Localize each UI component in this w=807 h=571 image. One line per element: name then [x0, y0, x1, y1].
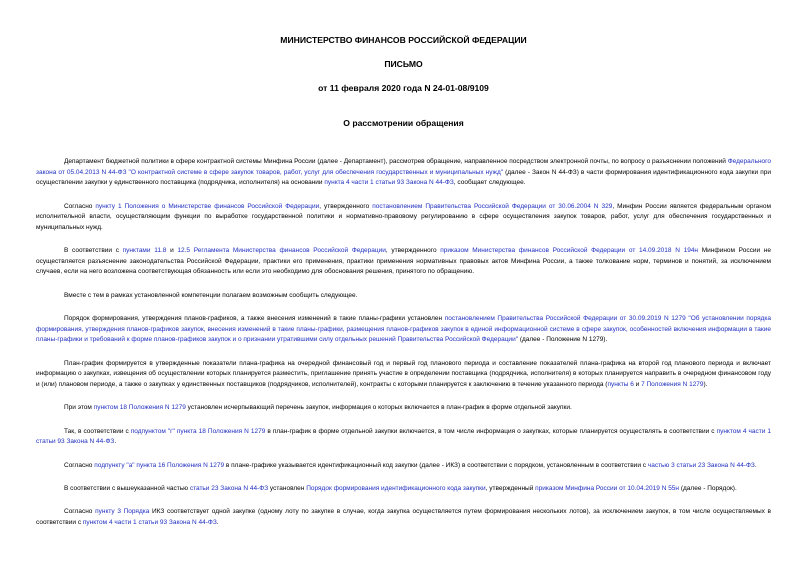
paragraph-7: [36, 403, 771, 414]
link-subitem-g-item-18[interactable]: подпунктом "г" пункта 18 Положения N 1279: [130, 427, 266, 435]
link-procurement-code-procedure[interactable]: Порядок формирования идентификационного кода закупки: [306, 485, 486, 493]
document-type: ПИСЬМО: [384, 59, 423, 69]
link-regulation-1279-item-7[interactable]: 7 Положения N 1279: [641, 380, 704, 388]
link-government-decree-1279[interactable]: постановлением Правительства Российской Федерации от 30.09.2019 N 1279 "Об установлении порядка формирования, утверждения планов-графиков закупок, внесения изменений в такие планы-графики, размещения планов-графиков закупок в единой информационной системе в сфере закупок, особенностей включения информации в такие планы-графики и требований к форме планов-графиков закупок и о признании утратившими силу отдельных решений Правительства Российской Федерации": [36, 315, 771, 344]
text: ).: [703, 380, 708, 388]
link-article-93-part-1-item-4-c[interactable]: пунктом 4 части 1 статьи 93 Закона N 44-ФЗ: [82, 519, 217, 527]
link-federal-law-44fz[interactable]: Федерального закона от 05.04.2013 N 44-ФЗ "О контрактной системе в сфере закупок товаров, работ, услуг для обеспечения государственных и муниципальных нужд": [36, 158, 771, 176]
text: (далее - Положение N 1279).: [518, 336, 608, 344]
text: в план-график в форме отдельной закупки включается, в том числе информация о закупках, которые планируется осуществлять в соответствии с: [265, 427, 717, 435]
paragraph-2: [36, 202, 771, 234]
link-items-6[interactable]: пункты 6: [607, 380, 634, 388]
text: (далее - Закон N 44-ФЗ) в части формирования идентификационного кода закупки при осуществлении закупки у единственного поставщика (подрядчика, исполнителя) на основании: [36, 168, 771, 187]
link-order-55n[interactable]: приказом Минфина России от 10.04.2019 N 55н: [535, 485, 680, 493]
link-ministry-rules-12-5[interactable]: 12.5 Регламента Министерства финансов Российской Федерации: [177, 247, 386, 255]
text: Вместе с тем в рамках установленной компетенции полагаем возможным сообщить следующее.: [64, 291, 358, 299]
link-government-decree-329[interactable]: постановлением Правительства Российской Федерации от 30.06.2004 N 329: [372, 202, 613, 210]
text: (далее - Порядок).: [679, 485, 737, 493]
link-subitem-a-item-16[interactable]: подпункту "а" пункта 16 Положения N 1279: [94, 461, 225, 469]
text: , сообщает следующее.: [453, 179, 526, 187]
paragraph-1: [36, 157, 771, 189]
text: .: [754, 461, 757, 469]
ministry-title: МИНИСТЕРСТВО ФИНАНСОВ РОССИЙСКОЙ ФЕДЕРАЦИИ: [280, 35, 527, 45]
paragraph-3: [36, 246, 771, 278]
text: При этом: [64, 404, 94, 412]
paragraph-11: [36, 507, 771, 528]
paragraph-4: [36, 291, 771, 302]
text: Согласно: [64, 202, 96, 210]
document-date-number: от 11 февраля 2020 года N 24-01-08/9109: [318, 83, 489, 93]
text: и: [633, 380, 642, 388]
paragraph-5: [36, 314, 771, 346]
link-procedure-item-3[interactable]: пункту 3 Порядка: [95, 508, 150, 516]
text: Порядок формирования, утверждения планов-графиков, а также внесения изменений в такие планы-графики установлен: [64, 315, 445, 323]
text: Департамент бюджетной политики в сфере контрактной системы Минфина России (далее - Департамент), рассмотрев обращение, направленное посредством электронной почты, по вопросу о разъяснении положений: [64, 158, 728, 165]
text: установлен: [268, 485, 307, 493]
text: В соответствии с вышеуказанной частью: [64, 485, 190, 493]
text: .: [114, 438, 117, 446]
text: ИКЗ соответствует одной закупке (одному лоту по закупке в случае, когда закупка осуществляется путем формирования нескольких лотов), за исключением закупок, в том числе осуществляемых в соответствии с: [36, 508, 771, 527]
paragraph-8: [36, 427, 771, 448]
text: , утвержденного: [319, 202, 373, 210]
link-order-194n[interactable]: приказом Министерства финансов Российской Федерации от 14.09.2018 N 194н: [440, 247, 699, 255]
text: , утвержденного: [385, 247, 441, 255]
link-items-11-8[interactable]: пунктами 11.8: [122, 247, 167, 255]
text: , утвержденный: [485, 485, 536, 493]
text: В соответствии с: [64, 247, 123, 255]
text: Так, в соответствии с: [64, 427, 131, 435]
text: и: [166, 247, 178, 255]
text: , Минфин России является федеральным органом исполнительной власти, осуществляющим функции по выработке государственной политики и нормативно-правовому регулированию в сфере осуществления закупок товаров, работ, услуг для обеспечения государственных и муниципальных нужд.: [36, 202, 771, 231]
text: Согласно: [64, 461, 95, 469]
link-article-93-part-1-item-4[interactable]: пункта 4 части 1 статьи 93 Закона N 44-ФЗ: [324, 179, 454, 187]
link-article-93-part-1-item-4-b[interactable]: пунктом 4 части 1 статьи 93 Закона N 44-ФЗ: [36, 427, 771, 446]
paragraph-6: [36, 359, 771, 391]
paragraph-9: [36, 461, 771, 472]
link-regulation-1279-item-18[interactable]: пунктом 18 Положения N 1279: [93, 404, 186, 412]
text: .: [216, 519, 219, 527]
document-subject: О рассмотрении обращения: [343, 118, 464, 128]
link-article-23-part-3[interactable]: частью 3 статьи 23 Закона N 44-ФЗ: [647, 461, 755, 469]
link-article-23[interactable]: статьи 23 Закона N 44-ФЗ: [189, 485, 269, 493]
text: План-график формируется в утвержденные показатели плана-графика на очередной финансовый год и первый год планового периода и составление показателей плана-графика на второй год планового периода и включает информацию о закупках, извещения об осуществлении которых планируется разместить, приглашение принять участие в определении поставщика (подрядчика, исполнителя) в которых планируется направить в очередном финансовом году и (или) плановом периоде, а также о закупках у единственных поставщиков (подрядчиков, исполнителей), контракты с которыми планируется к заключению в течение указанного периода (: [36, 359, 771, 388]
text: в плане-графике указывается идентификационный код закупки (далее - ИКЗ) в соответствии с порядком, установленным в соответствии с: [224, 461, 648, 469]
paragraph-10: [36, 484, 771, 495]
text: Согласно: [64, 508, 96, 516]
text: установлен исчерпывающий перечень закупок, информация о которых включается в план-график в форме отдельной закупки.: [185, 404, 572, 412]
text: Минфином России не осуществляется разъяснение законодательства Российской Федерации, практики его применения, практики применения нормативных правовых актов Минфина России, а также толкование норм, терминов и понятий, за исключением случаев, если на него возложена соответствующая обязанность или если это необходимо для обоснования решения, принятого по обращению.: [36, 247, 771, 276]
link-ministry-regulation-item-1[interactable]: пункту 1 Положения о Министерстве финансов Российской Федерации: [95, 202, 320, 210]
